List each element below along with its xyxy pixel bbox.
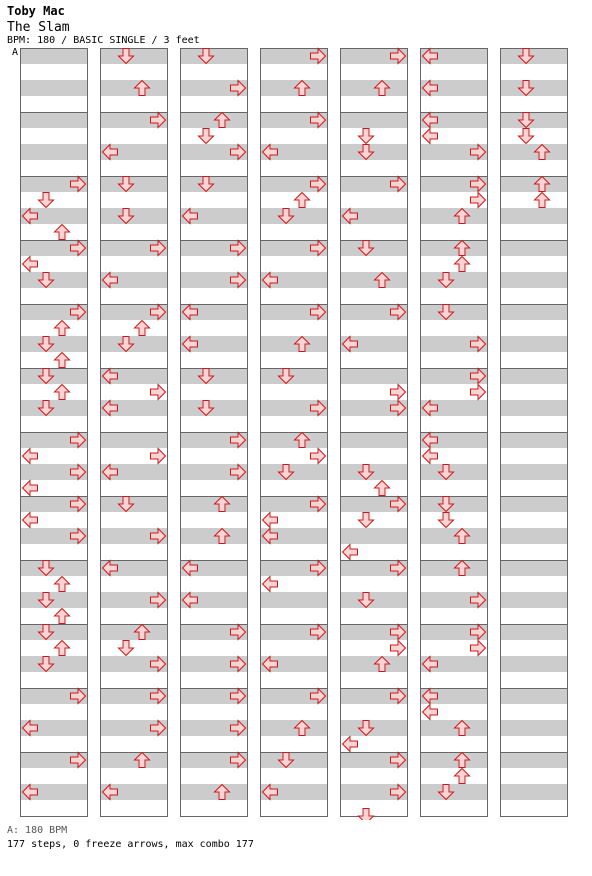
arrow-right-icon xyxy=(151,385,166,400)
arrow-up-icon xyxy=(55,353,70,368)
chart-column xyxy=(340,48,408,820)
chart-column xyxy=(20,48,88,817)
beat-stripe xyxy=(500,208,568,224)
arrow-up-icon xyxy=(455,257,470,272)
arrow-up-icon xyxy=(375,481,390,496)
arrow-right-icon xyxy=(471,385,486,400)
arrow-up-icon xyxy=(55,577,70,592)
chart-column xyxy=(100,48,168,817)
arrow-right-icon xyxy=(151,449,166,464)
beat-stripe xyxy=(340,112,408,128)
arrow-up-icon xyxy=(55,321,70,336)
bpm-marker: A xyxy=(12,47,19,58)
beat-stripe xyxy=(500,496,568,512)
chart-column xyxy=(500,48,568,817)
arrow-up-icon xyxy=(135,321,150,336)
arrow-up-icon xyxy=(55,609,70,624)
beat-stripe xyxy=(340,528,408,544)
beat-stripe xyxy=(500,752,568,768)
arrow-left-icon xyxy=(423,129,438,144)
arrow-down-icon xyxy=(119,641,134,656)
arrow-left-icon xyxy=(343,545,358,560)
chart-info: BPM: 180 / BASIC SINGLE / 3 feet xyxy=(7,35,200,46)
beat-stripe xyxy=(500,560,568,576)
arrow-right-icon xyxy=(391,385,406,400)
arrow-down-icon xyxy=(359,129,374,144)
arrow-up-icon xyxy=(455,769,470,784)
arrow-right-icon xyxy=(471,641,486,656)
artist-name: Toby Mac xyxy=(7,4,65,18)
beat-stripe xyxy=(340,432,408,448)
beat-stripe xyxy=(500,720,568,736)
beat-stripe xyxy=(20,144,88,160)
arrow-right-icon xyxy=(311,449,326,464)
chart-column xyxy=(180,48,248,817)
arrow-up-icon xyxy=(55,641,70,656)
arrow-left-icon xyxy=(23,481,38,496)
arrow-left-icon xyxy=(343,737,358,752)
beat-stripe xyxy=(500,240,568,256)
beat-stripe xyxy=(500,272,568,288)
arrow-up-icon xyxy=(295,193,310,208)
arrow-left-icon xyxy=(263,513,278,528)
beat-stripe xyxy=(500,624,568,640)
beat-stripe xyxy=(20,48,88,64)
beat-stripe xyxy=(500,592,568,608)
step-stats: 177 steps, 0 freeze arrows, max combo 177 xyxy=(7,839,254,850)
arrow-down-icon xyxy=(199,129,214,144)
beat-stripe xyxy=(500,432,568,448)
arrow-down-icon xyxy=(439,513,454,528)
arrow-left-icon xyxy=(423,449,438,464)
arrow-left-icon xyxy=(23,449,38,464)
beat-stripe xyxy=(500,528,568,544)
beat-stripe xyxy=(100,432,168,448)
arrow-down-icon xyxy=(39,193,54,208)
beat-stripe xyxy=(500,336,568,352)
chart-column xyxy=(420,48,488,817)
arrow-left-icon xyxy=(23,257,38,272)
beat-stripe xyxy=(260,592,328,608)
arrow-left-icon xyxy=(423,705,438,720)
beat-stripe xyxy=(340,368,408,384)
beat-stripe xyxy=(500,464,568,480)
beat-stripe xyxy=(20,112,88,128)
song-title: The Slam xyxy=(7,20,70,35)
arrow-left-icon xyxy=(23,513,38,528)
arrow-left-icon xyxy=(263,577,278,592)
beat-stripe xyxy=(500,656,568,672)
arrow-up-icon xyxy=(55,385,70,400)
arrow-right-icon xyxy=(391,641,406,656)
beat-stripe xyxy=(500,688,568,704)
beat-stripe xyxy=(500,304,568,320)
beat-stripe xyxy=(500,784,568,800)
beat-stripe xyxy=(500,368,568,384)
arrow-up-icon xyxy=(55,225,70,240)
bpm-change-list: A: 180 BPM xyxy=(7,825,68,836)
arrow-down-icon xyxy=(359,809,374,821)
arrow-right-icon xyxy=(471,193,486,208)
chart-column xyxy=(260,48,328,817)
arrow-up-icon xyxy=(535,193,550,208)
arrow-down-icon xyxy=(359,513,374,528)
beat-stripe xyxy=(20,80,88,96)
arrow-down-icon xyxy=(519,129,534,144)
beat-stripe xyxy=(500,400,568,416)
